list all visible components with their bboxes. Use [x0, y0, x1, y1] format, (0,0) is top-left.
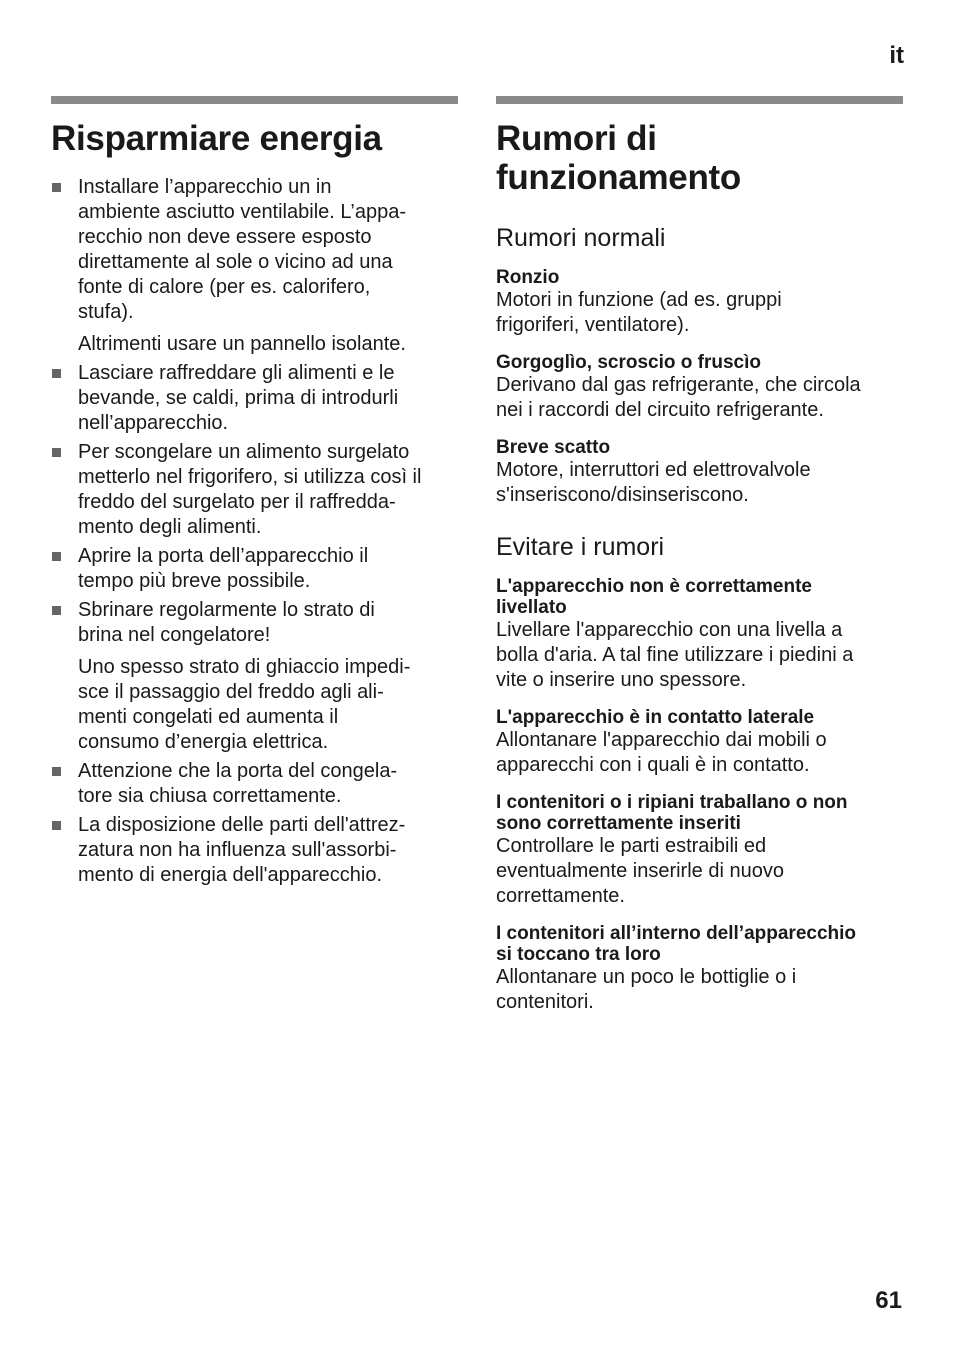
item-title-line: Ronzio	[496, 267, 560, 288]
energy-tip	[51, 544, 458, 594]
item-title	[496, 923, 903, 965]
item-text	[496, 373, 903, 423]
item-title-line: L'apparecchio è in contatto laterale	[496, 707, 815, 728]
tip-note	[78, 655, 458, 755]
tip-text-line: Installare l’apparecchio un in	[78, 176, 332, 198]
energy-tip	[51, 361, 458, 436]
section-title: Risparmiare energia	[51, 119, 382, 158]
tip-text-line: direttamente al sole o vicino ad una	[78, 251, 393, 273]
tip-text	[78, 175, 458, 325]
tip-text-line: brina nel congelatore!	[78, 624, 271, 646]
item-text	[496, 965, 903, 1015]
item-title	[496, 267, 903, 288]
tip-text-line: mento di energia dell'apparecchio.	[78, 864, 383, 886]
item-text-line: eventualmente inserirle di nuovo	[496, 860, 784, 882]
tip-text-line: tempo più breve possibile.	[78, 570, 311, 592]
section-operating-noises	[496, 96, 903, 1015]
tip-text	[78, 813, 458, 888]
item-text-line: Controllare le parti estraibili ed	[496, 835, 767, 857]
item-text-line: bolla d'aria. A tal fine utilizzare i piedini a	[496, 644, 854, 666]
energy-tip	[51, 440, 458, 540]
item-text-line: contenitori.	[496, 991, 594, 1013]
tip-text-line: tore sia chiusa correttamente.	[78, 785, 342, 807]
energy-tip	[51, 759, 458, 809]
noise-item	[496, 437, 903, 508]
item-title	[496, 437, 903, 458]
item-text	[496, 618, 903, 693]
tip-note-line: menti congelati ed aumenta il	[78, 706, 339, 728]
tip-text	[78, 759, 458, 809]
subsection-heading: Rumori normali	[496, 224, 666, 252]
item-title-line: Gorgoglìo, scroscio o fruscìo	[496, 352, 761, 373]
square-bullet-icon	[52, 767, 61, 776]
tip-text	[78, 598, 458, 648]
item-text-line: Motori in funzione (ad es. gruppi	[496, 289, 782, 311]
tip-text-line: La disposizione delle parti dell'attrez-	[78, 814, 406, 836]
tip-text-line: stufa).	[78, 301, 134, 323]
section-title-line: Rumori di	[496, 119, 657, 158]
item-title	[496, 707, 903, 728]
noise-item	[496, 267, 903, 338]
square-bullet-icon	[52, 821, 61, 830]
tip-text-line: metterlo nel frigorifero, si utilizza così il	[78, 466, 422, 488]
item-title	[496, 792, 903, 834]
square-bullet-icon	[52, 183, 61, 192]
noise-item	[496, 923, 903, 1015]
tip-text-line: bevande, se caldi, prima di introdurli	[78, 387, 399, 409]
subsection-normal-noises	[496, 223, 903, 508]
noise-item	[496, 576, 903, 693]
item-text-line: Allontanare un poco le bottiglie o i	[496, 966, 797, 988]
energy-tip	[51, 175, 458, 357]
item-text	[496, 288, 903, 338]
tip-note-line: Altrimenti usare un pannello isolante.	[78, 333, 406, 355]
noise-item	[496, 792, 903, 909]
item-text-line: vite o inserire uno spessore.	[496, 669, 747, 691]
energy-tip	[51, 813, 458, 888]
energy-tips-list	[51, 175, 458, 888]
item-text	[496, 834, 903, 909]
tip-text-line: Sbrinare regolarmente lo strato di	[78, 599, 375, 621]
tip-text-line: Aprire la porta dell’apparecchio il	[78, 545, 369, 567]
tip-text-line: Attenzione che la porta del congela-	[78, 760, 398, 782]
item-text-line: Allontanare l'apparecchio dai mobili o	[496, 729, 827, 751]
item-text-line: s'inseriscono/disinseriscono.	[496, 484, 749, 506]
item-text-line: Livellare l'apparecchio con una livella a	[496, 619, 843, 641]
subsection-avoid-noises	[496, 532, 903, 1015]
tip-text-line: zatura non ha influenza sull'assorbi-	[78, 839, 397, 861]
item-title-line: sono correttamente inseriti	[496, 813, 741, 834]
square-bullet-icon	[52, 606, 61, 615]
section-title-line: funzionamento	[496, 158, 741, 197]
item-text	[496, 458, 903, 508]
item-title-line: si toccano tra loro	[496, 944, 661, 965]
tip-note-line: consumo d’energia elettrica.	[78, 731, 329, 753]
tip-text	[78, 544, 458, 594]
tip-text-line: Per scongelare un alimento surgelato	[78, 441, 410, 463]
subsection-heading: Evitare i rumori	[496, 533, 665, 561]
tip-note-line: Uno spesso strato di ghiaccio impedi-	[78, 656, 411, 678]
square-bullet-icon	[52, 448, 61, 457]
tip-text-line: recchio non deve essere esposto	[78, 226, 372, 248]
item-text	[496, 728, 903, 778]
tip-text	[78, 440, 458, 540]
tip-text-line: nell’apparecchio.	[78, 412, 229, 434]
item-text-line: apparecchi con i quali è in contatto.	[496, 754, 810, 776]
item-text-line: correttamente.	[496, 885, 625, 907]
item-title-line: I contenitori all’interno dell’apparecchio	[496, 923, 857, 944]
tip-note-line: sce il passaggio del freddo agli ali-	[78, 681, 384, 703]
item-text-line: nei i raccordi del circuito refrigerante.	[496, 399, 824, 421]
language-code: it	[889, 42, 904, 69]
tip-text-line: fonte di calore (per es. calorifero,	[78, 276, 371, 298]
section-rule	[496, 96, 903, 104]
noise-item	[496, 707, 903, 778]
item-text-line: frigoriferi, ventilatore).	[496, 314, 690, 336]
item-title-line: livellato	[496, 597, 567, 618]
noise-list	[496, 267, 903, 508]
square-bullet-icon	[52, 552, 61, 561]
energy-tip	[51, 598, 458, 755]
tip-text-line: ambiente asciutto ventilabile. L’appa-	[78, 201, 406, 223]
tip-note	[78, 332, 458, 357]
item-text-line: Motore, interruttori ed elettrovalvole	[496, 459, 811, 481]
section-rule	[51, 96, 458, 104]
item-title-line: I contenitori o i ripiani traballano o non	[496, 792, 848, 813]
noise-item	[496, 352, 903, 423]
tip-text-line: freddo del surgelato per il raffredda-	[78, 491, 396, 513]
tip-text-line: mento degli alimenti.	[78, 516, 262, 538]
section-energy-saving	[51, 96, 458, 892]
section-title	[496, 119, 903, 197]
item-title-line: Breve scatto	[496, 437, 611, 458]
page-number: 61	[875, 1287, 902, 1314]
item-title-line: L'apparecchio non è correttamente	[496, 576, 812, 597]
tip-text	[78, 361, 458, 436]
item-title	[496, 576, 903, 618]
tip-text-line: Lasciare raffreddare gli alimenti e le	[78, 362, 395, 384]
item-text-line: Derivano dal gas refrigerante, che circola	[496, 374, 861, 396]
remedy-list	[496, 576, 903, 1015]
item-title	[496, 352, 903, 373]
square-bullet-icon	[52, 369, 61, 378]
